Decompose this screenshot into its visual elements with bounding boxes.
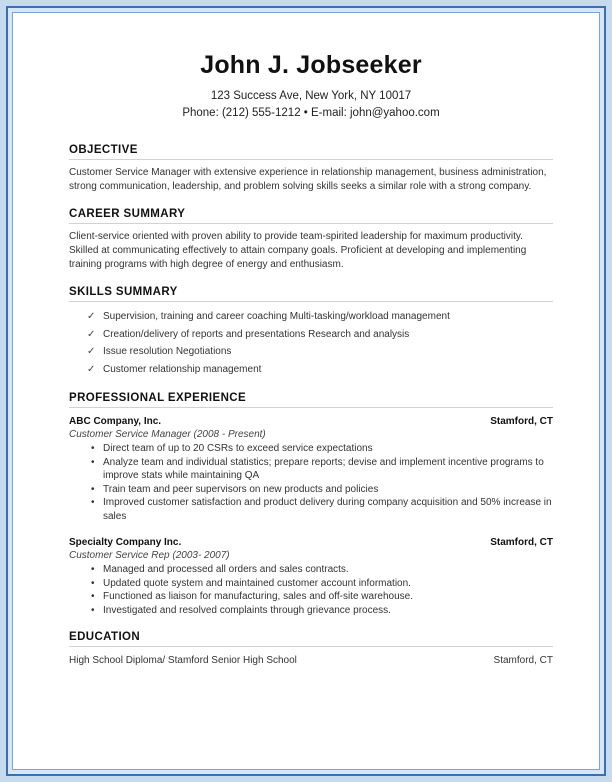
job-bullet: • Functioned as liaison for manufacturing, sales and off-site warehouse. [91, 591, 413, 602]
bullet-icon: • [91, 564, 95, 575]
bullet-icon: • [91, 577, 95, 589]
bullet-icon: • [91, 456, 95, 468]
experience-section [69, 392, 553, 617]
education-row [69, 655, 553, 666]
contact-address: 123 Success Ave, New York, NY 10017 [210, 90, 412, 102]
job-company: ABC Company, Inc. [69, 416, 162, 427]
resume-page [69, 13, 553, 769]
job-bullet: • Updated quote system and maintained customer account information. [91, 577, 411, 589]
checkmark-icon: ✓ [87, 363, 96, 375]
job-bullets [69, 563, 553, 617]
skill-item: ✓ Issue resolution Negotiations [87, 343, 553, 361]
education-degree: High School Diploma/ Stamford Senior High School [69, 655, 297, 666]
career-summary-text: Client-service oriented with proven ability to provide team-spirited leadership for maximum productivity. Skilled at communicating effectively to attain company goals. Proficient at developing and implementing training programs with high degree of energy and enthusiasm. [69, 231, 527, 270]
objective-section [69, 144, 553, 194]
contact-block [69, 88, 553, 122]
job-role: Customer Service Manager (2008 - Present) [69, 429, 266, 440]
objective-text: Customer Service Manager with extensive experience in relationship management, business administration, strong communication, leadership, and problem solving skills seeks a similar role with a strong company. [69, 167, 547, 192]
bullet-icon: • [91, 497, 95, 508]
document-area [12, 12, 600, 770]
checkmark-icon: ✓ [87, 346, 96, 357]
skill-item: ✓ Supervision, training and career coaching Multi-tasking/workload management [87, 308, 553, 326]
career-summary-section [69, 208, 553, 272]
bullet-icon: • [91, 591, 95, 602]
job-location: Stamford, CT [490, 416, 553, 427]
resume-name: John J. Jobseeker [200, 51, 422, 79]
job-location: Stamford, CT [490, 537, 553, 548]
contact-phone-email: Phone: (212) 555-1212 • E-mail: john@yahoo.com [182, 107, 440, 119]
job-role: Customer Service Rep (2003- 2007) [69, 550, 230, 561]
bullet-icon: • [91, 443, 95, 454]
education-location: Stamford, CT [493, 655, 553, 666]
education-section [69, 631, 553, 666]
job-entry [69, 537, 553, 617]
education-heading: EDUCATION [69, 631, 553, 647]
job-bullet: • Analyze team and individual statistics; prepare reports; devise and implement incentive programs to improve stats while maintaining QA [91, 456, 544, 481]
skills-summary-section [69, 286, 553, 378]
job-bullet: • Managed and processed all orders and sales contracts. [91, 564, 349, 575]
job-bullet: • Train team and peer supervisors on new products and policies [91, 483, 379, 495]
checkmark-icon: ✓ [87, 311, 96, 322]
skills-list [69, 308, 553, 378]
bullet-icon: • [91, 604, 95, 616]
bullet-icon: • [91, 483, 95, 495]
job-company: Specialty Company Inc. [69, 537, 182, 548]
job-bullet: • Direct team of up to 20 CSRs to exceed service expectations [91, 443, 373, 454]
checkmark-icon: ✓ [87, 328, 96, 340]
skill-item: ✓ Customer relationship management [87, 361, 553, 379]
objective-heading: OBJECTIVE [69, 144, 553, 160]
job-bullets [69, 442, 553, 523]
job-entry [69, 416, 553, 523]
job-bullet: • Improved customer satisfaction and product delivery during company acquisition and 50% increase in sales [91, 497, 552, 522]
experience-heading: PROFESSIONAL EXPERIENCE [69, 392, 553, 408]
page-frame [6, 6, 606, 776]
skills-summary-heading: SKILLS SUMMARY [69, 286, 553, 302]
job-bullet: • Investigated and resolved complaints through grievance process. [91, 604, 391, 616]
career-summary-heading: CAREER SUMMARY [69, 208, 553, 224]
skill-item: ✓ Creation/delivery of reports and presentations Research and analysis [87, 326, 553, 344]
